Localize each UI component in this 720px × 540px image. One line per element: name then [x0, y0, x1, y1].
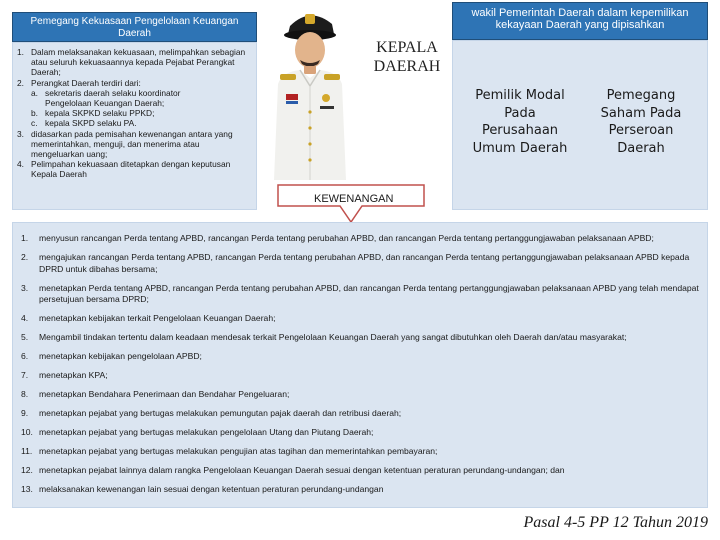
kewenangan-item: 4. menetapkan kebijakan terkait Pengelolaan Keuangan Daerah; [21, 313, 276, 323]
kewenangan-item: 1. menyusun rancangan Perda tentang APBD, rancangan Perda tentang perubahan APBD, dan rancangan Perda tentang pertanggungjawaban pelaksanaan APBD; [21, 233, 654, 243]
kewenangan-item: 12. menetapkan pejabat lainnya dalam rangka Pengelolaan Keuangan Daerah sesuai dengan ketentuan peraturan perundang-undangan; dan [21, 465, 565, 475]
left-list-item: 3. didasarkan pada pemisahan kewenangan antara yang memerintahkan, menguji, dan menerima atau mengeluarkan uang; [17, 128, 233, 160]
pemegang-saham-role: Pemegang Saham Pada Perseroan Daerah [600, 88, 682, 156]
left-list-item: 2. Perangkat Daerah terdiri dari: [17, 77, 141, 88]
kewenangan-item: 5. Mengambil tindakan tertentu dalam keadaan mendesak terkait Pengelolaan Keuangan Daerah yang sangat dibutuhkan oleh Daerah dan/atau masyarakat; [21, 332, 627, 342]
kewenangan-item: 6. menetapkan kebijakan pengelolaan APBD; [21, 351, 202, 361]
pemegang-kekuasaan-panel [12, 42, 257, 210]
kepala-daerah-title: KEPALA DAERAH [373, 39, 441, 75]
kewenangan-item: 2. mengajukan rancangan Perda tentang APBD, rancangan Perda tentang perubahan APBD, dan rancangan Perda tentang pertanggungjawaban pelaksanaan APBD kepada DPRD untuk dibahas bersama; [21, 252, 690, 274]
left-list-item: 1. Dalam melaksanakan kekuasaan, melimpahkan sebagian atau seluruh kekuasaannya kepada Pejabat Perangkat Daerah; [17, 47, 246, 78]
left-sub-item: b. kepala SKPKD selaku PPKD; [31, 108, 155, 119]
kewenangan-item: 10. menetapkan pejabat yang bertugas melakukan pengelolaan Utang dan Piutang Daerah; [21, 427, 374, 437]
kewenangan-item: 11. menetapkan pejabat yang bertugas melakukan pengujian atas tagihan dan memerintahkan pembayaran; [21, 446, 438, 456]
kewenangan-item: 7. menetapkan KPA; [21, 370, 108, 380]
kewenangan-item: 3. menetapkan Perda tentang APBD, rancangan Perda tentang perubahan APBD, dan rancangan Perda tentang pertanggungjawaban pelaksanaan APBD yang telah mendapat persetujuan bersama DPRD; [21, 282, 699, 304]
left-sub-item-cont: Pengelolaan Keuangan Daerah; [45, 98, 165, 109]
left-list-item: 4. Pelimpahan kekuasaan ditetapkan dengan keputusan Kepala Daerah [17, 159, 231, 180]
pemilik-modal-role: Pemilik Modal Pada Perusahaan Umum Daerah [472, 88, 568, 156]
legal-reference: Pasal 4-5 PP 12 Tahun 2019 [523, 514, 708, 531]
left-sub-item: c. kepala SKPD selaku PA. [31, 118, 137, 129]
wakil-pemerintah-header: wakil Pemerintah Daerah dalam kepemilikan kekayaan Daerah yang dipisahkan [452, 2, 708, 40]
kewenangan-item: 13. melaksanakan kewenangan lain sesuai dengan ketentuan peraturan perundang-undangan [21, 484, 384, 494]
kepemilikan-panel [452, 40, 708, 210]
kewenangan-item: 9. menetapkan pejabat yang bertugas melakukan pemungutan pajak daerah dan retribusi daerah; [21, 408, 402, 418]
kewenangan-label: KEWENANGAN [314, 193, 394, 205]
official-portrait-icon [260, 2, 360, 180]
pemegang-kekuasaan-header: Pemegang Kekuasaan Pengelolaan Keuangan Daerah [12, 12, 257, 42]
kewenangan-item: 8. menetapkan Bendahara Penerimaan dan Bendahar Pengeluaran; [21, 389, 290, 399]
kewenangan-panel [12, 222, 708, 508]
left-sub-item: a. sekretaris daerah selaku koordinator [31, 87, 181, 98]
